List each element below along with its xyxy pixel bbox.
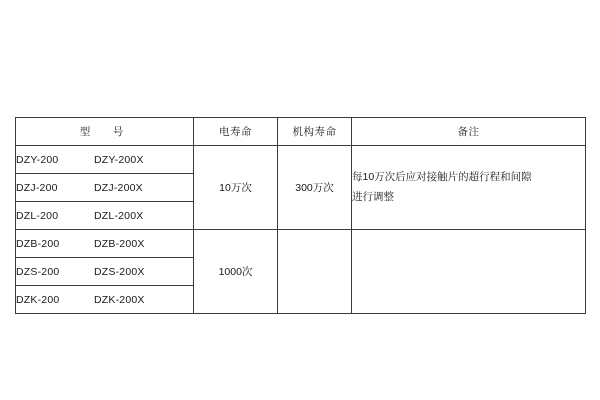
remark-cell-group-2 — [352, 230, 586, 314]
model-code-variant: DZK-200X — [94, 293, 145, 306]
mechanical-life-cell-group-1: 300万次 — [278, 146, 352, 230]
column-header-model: 型 号 — [16, 118, 194, 146]
remark-line-1: 每10万次后应对接触片的超行程和间隙 — [352, 170, 532, 183]
table-row — [16, 230, 586, 258]
column-header-remark: 备注 — [352, 118, 586, 146]
model-cell — [16, 146, 194, 174]
electrical-life-cell-group-1: 10万次 — [194, 146, 278, 230]
remark-line-2: 进行调整 — [352, 190, 394, 203]
model-cell — [16, 258, 194, 286]
remark-cell-group-1 — [352, 146, 586, 230]
spec-table — [15, 117, 586, 314]
model-code-primary: DZS-200 — [16, 265, 60, 278]
column-header-electrical-life: 电寿命 — [194, 118, 278, 146]
model-code-variant: DZB-200X — [94, 237, 145, 250]
model-code-primary: DZY-200 — [16, 153, 59, 166]
mechanical-life-cell-group-2 — [278, 230, 352, 314]
model-cell — [16, 174, 194, 202]
model-code-variant: DZY-200X — [94, 153, 144, 166]
model-code-variant: DZS-200X — [94, 265, 145, 278]
model-code-primary: DZL-200 — [16, 209, 59, 222]
table-row — [16, 146, 586, 174]
model-code-primary: DZK-200 — [16, 293, 60, 306]
column-header-mechanical-life: 机构寿命 — [278, 118, 352, 146]
model-cell — [16, 202, 194, 230]
table-header-row — [16, 118, 586, 146]
model-code-primary: DZJ-200 — [16, 181, 58, 194]
model-code-primary: DZB-200 — [16, 237, 60, 250]
electrical-life-cell-group-2: 1000次 — [194, 230, 278, 314]
model-code-variant: DZL-200X — [94, 209, 144, 222]
model-cell — [16, 286, 194, 314]
model-cell — [16, 230, 194, 258]
model-code-variant: DZJ-200X — [94, 181, 143, 194]
spec-table-container — [15, 117, 585, 314]
